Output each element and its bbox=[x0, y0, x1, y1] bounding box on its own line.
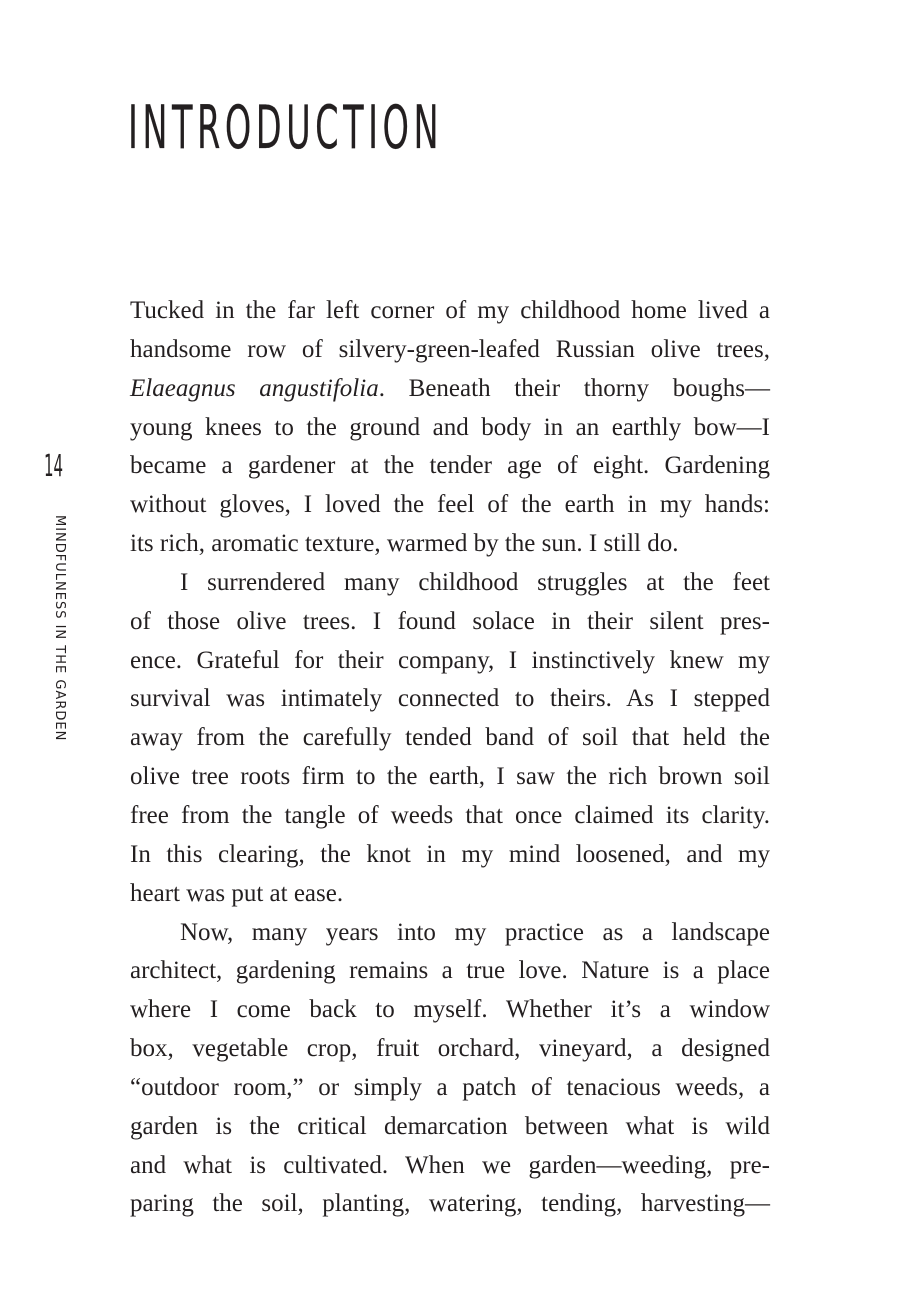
text-line: ence. Grateful for their company, I instinctively knew my bbox=[130, 646, 770, 674]
text-line: olive tree roots firm to the earth, I saw the rich brown soil bbox=[130, 763, 770, 791]
text-line: and what is cultivated. When we garden—weeding, pre- bbox=[130, 1151, 770, 1179]
paragraph-1 bbox=[130, 292, 770, 564]
text-line: architect, gardening remains a true love. Nature is a place bbox=[130, 957, 770, 985]
chapter-title: INTRODUCTION bbox=[128, 93, 444, 163]
text-line: free from the tangle of weeds that once claimed its clarity. bbox=[130, 801, 770, 829]
text-line: became a gardener at the tender age of eight. Gardening bbox=[130, 452, 770, 480]
text-line: paring the soil, planting, watering, tending, harvesting— bbox=[130, 1190, 770, 1218]
paragraph-3 bbox=[130, 914, 770, 1225]
text-line: box, vegetable crop, fruit orchard, vineyard, a designed bbox=[130, 1035, 770, 1063]
text-line: Tucked in the far left corner of my childhood home lived a bbox=[130, 297, 770, 324]
paragraph-2 bbox=[130, 564, 770, 914]
page-number: 14 bbox=[44, 449, 64, 484]
text-line: where I come back to myself. Whether it’s a window bbox=[130, 996, 770, 1024]
text-line: young knees to the ground and body in an earthly bow—I bbox=[130, 413, 770, 441]
text-line: of those olive trees. I found solace in their silent pres- bbox=[130, 607, 770, 635]
text-line: “outdoor room,” or simply a patch of tenacious weeds, a bbox=[130, 1073, 770, 1101]
text-line: I surrendered many childhood struggles at the feet bbox=[180, 568, 770, 596]
text-line: its rich, aromatic texture, warmed by the sun. I still do. bbox=[130, 530, 679, 558]
body-text bbox=[130, 292, 770, 1224]
text-line: Now, many years into my practice as a landscape bbox=[180, 918, 770, 946]
text-line bbox=[130, 370, 770, 409]
text-line: garden is the critical demarcation between what is wild bbox=[130, 1112, 770, 1140]
running-head: MINDFULNESS IN THE GARDEN bbox=[52, 515, 67, 742]
text-line: away from the carefully tended band of soil that held the bbox=[130, 724, 770, 752]
text-line: In this clearing, the knot in my mind loosened, and my bbox=[130, 840, 770, 868]
text-line: handsome row of silvery-green-leafed Russian olive trees, bbox=[130, 335, 770, 363]
text-line: without gloves, I loved the feel of the earth in my hands: bbox=[130, 491, 770, 519]
botanical-name: Elaeagnus angustifolia bbox=[130, 374, 379, 402]
text-line: survival was intimately connected to theirs. As I stepped bbox=[130, 685, 770, 713]
text-line: heart was put at ease. bbox=[130, 879, 344, 907]
text-fragment: . Beneath their thorny boughs— bbox=[378, 374, 770, 402]
